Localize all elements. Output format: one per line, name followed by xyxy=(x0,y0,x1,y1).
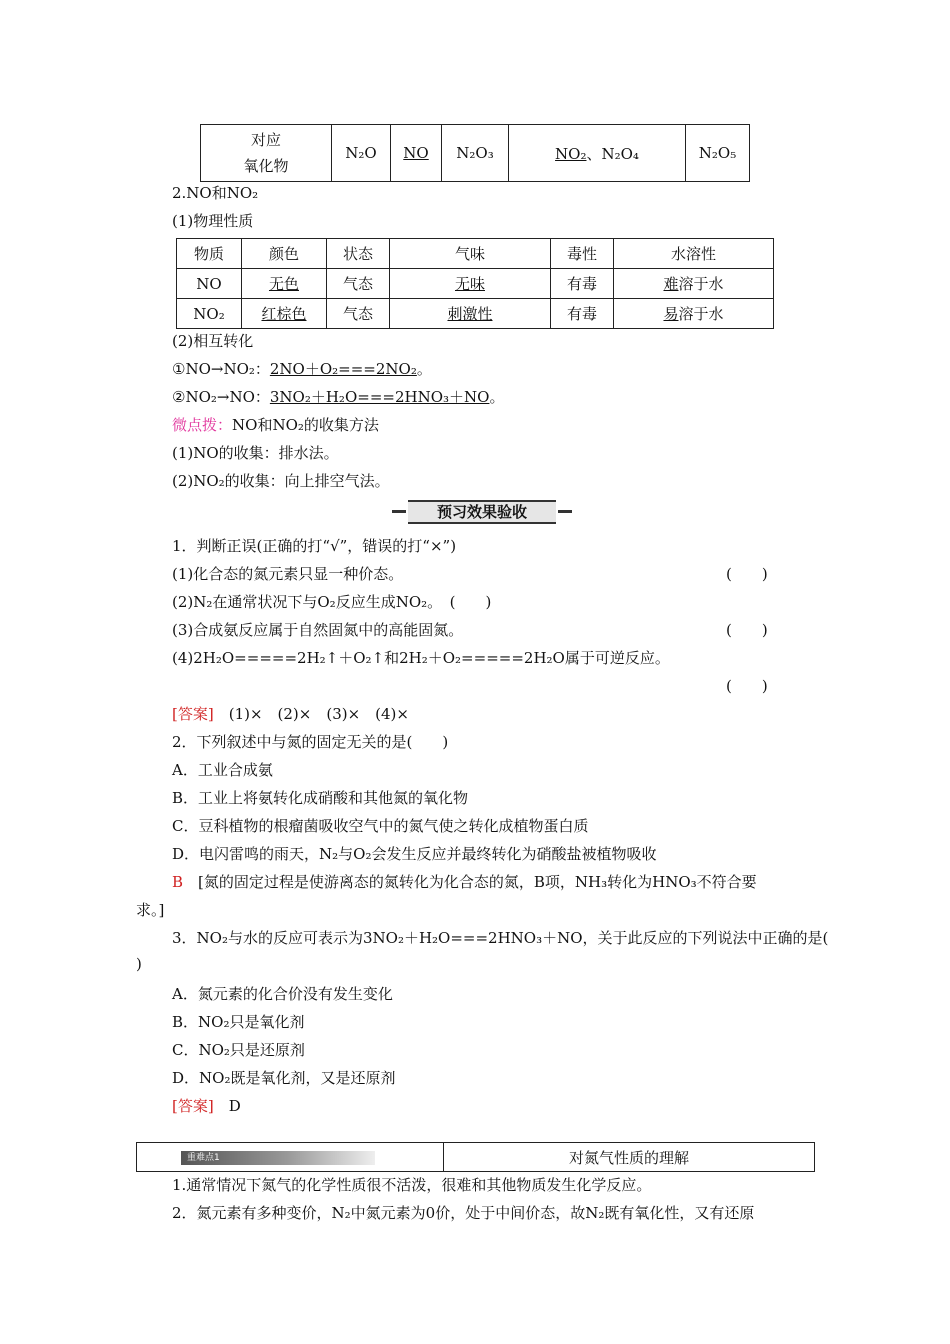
ph-no2-odor xyxy=(390,299,551,329)
q2-option-b: B．工业上将氨转化成硝酸和其他氮的氧化物 xyxy=(172,789,469,807)
q3-stem-line1: 3．NO₂与水的反应可表示为3NO₂＋H₂O===2HNO₃＋NO，关于此反应的下列说法中正确的是( xyxy=(172,929,829,947)
ph-no-solubility xyxy=(614,269,774,299)
ph-header-odor: 气味 xyxy=(390,239,551,269)
q1-answer-text: (1)× (2)× (3)× (4)× xyxy=(213,705,409,723)
difficulty-tab-cell xyxy=(137,1143,444,1172)
tip-label: 微点拨： xyxy=(172,416,233,434)
oxide-n2o3: N₂O₃ xyxy=(442,125,509,182)
tip-text: NO和NO₂的收集方法 xyxy=(232,416,379,434)
q2-option-d: D．电闪雷鸣的雨天，N₂与O₂会发生反应并最终转化为硝酸盐被植物吸收 xyxy=(172,845,657,863)
q2-option-a: A．工业合成氨 xyxy=(172,761,273,779)
ph-no2-odor-text: 刺激性 xyxy=(447,305,493,323)
q3-stem-line2: ) xyxy=(136,955,142,973)
preview-check-banner: 预习效果验收 xyxy=(408,500,556,524)
q2-explanation-line2: 求。] xyxy=(136,901,165,919)
ph-no-state: 气态 xyxy=(327,269,390,299)
difficulty-header xyxy=(136,1142,815,1172)
conversion-2-prefix: ②NO₂→NO： xyxy=(172,388,270,406)
q1-item-4: (4)2H₂O=====2H₂↑＋O₂↑和2H₂＋O₂=====2H₂O属于可逆反应。 xyxy=(172,649,670,667)
conversion-1-suffix: 。 xyxy=(416,360,432,378)
oxide-label-line2: 氧化物 xyxy=(243,157,289,175)
ph-no2-solubility xyxy=(614,299,774,329)
ph-header-color: 颜色 xyxy=(242,239,327,269)
q3-answer xyxy=(172,1095,241,1116)
q1-item-1: (1)化合态的氮元素只显一种价态。 xyxy=(172,565,404,583)
oxide-no xyxy=(391,125,442,182)
q1-item-2: (2)N₂在通常状况下与O₂反应生成NO₂。 ( ) xyxy=(172,593,492,611)
oxide-no2-n2o4 xyxy=(509,125,686,182)
q1-item-3: (3)合成氨反应属于自然固氮中的高能固氮。 xyxy=(172,621,464,639)
difficulty-point-2: 2．氮元素有多种变价，N₂中氮元素为0价，处于中间价态，故N₂既有氧化性，又有还原 xyxy=(172,1204,755,1222)
difficulty-tab: 重难点1 xyxy=(181,1151,375,1165)
q3-option-a: A．氮元素的化合价没有发生变化 xyxy=(172,985,393,1003)
conversion-1-prefix: ①NO→NO₂： xyxy=(172,360,270,378)
q1-stem: 1．判断正误(正确的打“√”，错误的打“×”) xyxy=(172,537,457,555)
conversion-2-equation: 3NO₂＋H₂O===2HNO₃＋NO xyxy=(269,388,490,406)
oxide-table-label xyxy=(201,125,332,182)
q2-answer-letter: B xyxy=(172,873,184,891)
q2-stem: 2．下列叙述中与氮的固定无关的是( ) xyxy=(172,733,449,751)
difficulty-title: 对氮气性质的理解 xyxy=(444,1143,815,1172)
oxide-no-text: NO xyxy=(403,144,429,162)
ph-no-color-text: 无色 xyxy=(268,275,299,293)
q3-option-c: C．NO₂只是还原剂 xyxy=(172,1041,305,1059)
ph-header-state: 状态 xyxy=(327,239,390,269)
oxide-no2-text: NO₂ xyxy=(555,144,587,163)
q2-explanation-line1 xyxy=(172,871,757,892)
difficulty-point-1: 1.通常情况下氮气的化学性质很不活泼，很难和其他物质发生化学反应。 xyxy=(172,1176,652,1194)
tip-item-1: (1)NO的收集：排水法。 xyxy=(172,444,339,462)
conversion-1 xyxy=(172,358,432,379)
tip-item-2: (2)NO₂的收集：向上排空气法。 xyxy=(172,472,390,490)
oxide-n2o: N₂O xyxy=(332,125,391,182)
oxide-n2o4-text: 、N₂O₄ xyxy=(586,144,639,163)
conversion-2-suffix: 。 xyxy=(489,388,505,406)
ph-no-sol-key: 难 xyxy=(663,275,679,293)
ph-no-odor xyxy=(390,269,551,299)
physical-properties-table xyxy=(176,238,774,329)
conversion-1-equation: 2NO＋O₂===2NO₂ xyxy=(269,360,417,378)
oxide-table xyxy=(200,124,750,182)
q2-explanation-text: [氮的固定过程是使游离态的氮转化为化合态的氮，B项，NH₃转化为HNO₃不符合要 xyxy=(183,873,757,891)
tip-line xyxy=(172,414,379,435)
q1-item-3-paren: ( ) xyxy=(726,621,768,639)
interconversion-heading: (2)相互转化 xyxy=(172,332,254,350)
physical-properties-heading: (1)物理性质 xyxy=(172,212,254,230)
ph-no-toxicity: 有毒 xyxy=(551,269,614,299)
q1-item-1-paren: ( ) xyxy=(726,565,768,583)
oxide-n2o5: N₂O₅ xyxy=(686,125,750,182)
ph-no2-color xyxy=(242,299,327,329)
ph-no2-sol-key: 易 xyxy=(663,305,679,323)
ph-no2-toxicity: 有毒 xyxy=(551,299,614,329)
ph-no2-color-text: 红棕色 xyxy=(261,305,307,323)
ph-no2-state: 气态 xyxy=(327,299,390,329)
ph-header-substance: 物质 xyxy=(177,239,242,269)
oxide-label-line1: 对应 xyxy=(250,131,281,149)
q2-option-c: C．豆科植物的根瘤菌吸收空气中的氮气使之转化成植物蛋白质 xyxy=(172,817,589,835)
q3-answer-text: D xyxy=(213,1097,241,1115)
section2-title: 2.NO和NO₂ xyxy=(172,184,259,202)
ph-no-sol-rest: 溶于水 xyxy=(678,275,724,293)
ph-no-odor-text: 无味 xyxy=(454,275,485,293)
q1-answer-label: [答案] xyxy=(172,705,214,723)
q1-item-4-paren: ( ) xyxy=(726,677,768,695)
q3-answer-label: [答案] xyxy=(172,1097,214,1115)
q3-option-b: B．NO₂只是氧化剂 xyxy=(172,1013,305,1031)
ph-no-substance: NO xyxy=(177,269,242,299)
conversion-2 xyxy=(172,386,504,407)
ph-no2-sol-rest: 溶于水 xyxy=(678,305,724,323)
ph-no2-substance: NO₂ xyxy=(177,299,242,329)
ph-header-solubility: 水溶性 xyxy=(614,239,774,269)
ph-no-color xyxy=(242,269,327,299)
q3-option-d: D．NO₂既是氧化剂，又是还原剂 xyxy=(172,1069,396,1087)
ph-header-toxicity: 毒性 xyxy=(551,239,614,269)
q1-answer xyxy=(172,703,409,724)
